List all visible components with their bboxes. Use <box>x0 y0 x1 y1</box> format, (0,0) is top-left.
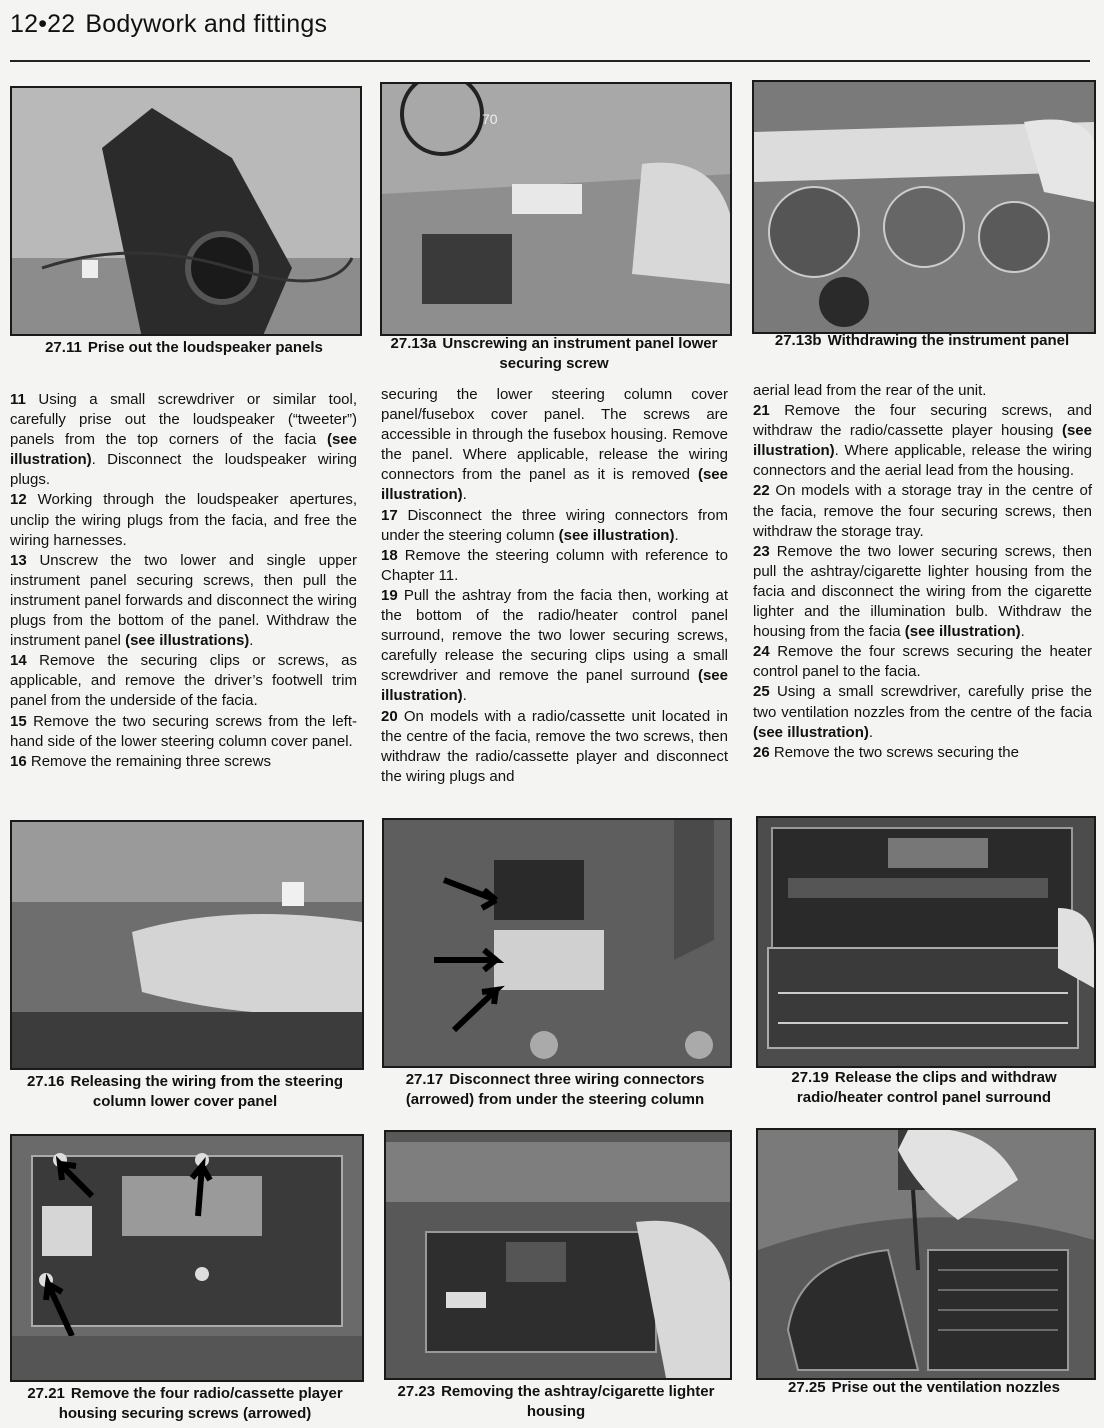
paragraph: 12 Working through the loudspeaker apertures, unclip the wiring plugs from the facia, and free the wiring harnesses. <box>10 491 357 549</box>
figure-caption: Removing the ashtray/cigarette lighter housing <box>441 1383 715 1420</box>
paragraph: 11 Using a small screwdriver or similar tool, carefully prise out the loudspeaker (“tweeter”) panels from the top corners of the facia (see illustration). Disconnect the loudspeaker wiring plugs. <box>10 391 357 489</box>
figure-caption: Remove the four radio/cassette player housing securing screws (arrowed) <box>58 1385 343 1422</box>
paragraph: 20 On models with a radio/cassette unit located in the centre of the facia, remove the two screws, then withdraw the radio/cassette player and disconnect the wiring plugs and <box>381 707 728 785</box>
chapter-title: Bodywork and fittings <box>85 10 328 38</box>
text-column-3 <box>753 381 1092 763</box>
paragraph: 13 Unscrew the two lower and single upper instrument panel securing screws, then pull the instrument panel forwards and disconnect the wiring plugs from the bottom of the panel. Withdraw the instrument panel (see illustrations). <box>10 551 357 650</box>
caption-27-11 <box>10 338 358 358</box>
paragraph: 24 Remove the four screws securing the heater control panel to the facia. <box>753 643 1092 681</box>
figure-number: 27.23 <box>397 1383 436 1400</box>
page-header <box>10 10 327 39</box>
paragraph: 23 Remove the two lower securing screws, then pull the ashtray/cigarette lighter housing from the facia and disconnect the wiring from the cigarette lighter and the illumination bulb. Withdraw the housing from the facia (see illustration). <box>753 542 1092 641</box>
photo-27-23 <box>384 1130 732 1380</box>
caption-27-13b <box>752 331 1092 351</box>
figure-caption: Releasing the wiring from the steering column lower cover panel <box>70 1073 344 1110</box>
figure-number: 27.16 <box>26 1073 65 1090</box>
figure-caption: Prise out the ventilation nozzles <box>831 1379 1060 1396</box>
paragraph: 17 Disconnect the three wiring connectors from under the steering column (see illustration). <box>381 506 729 544</box>
caption-27-23 <box>384 1382 728 1422</box>
paragraph: 26 Remove the two screws securing the <box>753 743 1019 761</box>
paragraph: 25 Using a small screwdriver, carefully prise the two ventilation nozzles from the centre of the facia (see illustration). <box>753 683 1092 741</box>
photo-27-13a <box>380 82 732 336</box>
figure-number: 27.13b <box>774 332 822 349</box>
figure-caption: Release the clips and withdraw radio/heater control panel surround <box>796 1069 1057 1106</box>
page-number: 12•22 <box>10 10 76 38</box>
paragraph: 14 Remove the securing clips or screws, as applicable, and remove the driver’s footwell trim panel from the underside of the facia. <box>10 652 358 710</box>
text-column-1 <box>10 390 357 772</box>
figure-number: 27.11 <box>45 339 82 356</box>
photo-27-11 <box>10 86 362 336</box>
paragraph: 16 Remove the remaining three screws <box>10 752 271 770</box>
paragraph: 19 Pull the ashtray from the facia then, working at the bottom of the radio/heater control panel surround, remove the two lower securing screws, carefully release the securing clips using a small screwdriver and remove the panel surround (see illustration). <box>381 586 728 705</box>
photo-27-21 <box>10 1134 364 1382</box>
figure-number: 27.13a <box>390 335 437 352</box>
text-column-2 <box>381 385 728 787</box>
figure-number: 27.17 <box>405 1071 444 1088</box>
figure-number: 27.21 <box>27 1385 65 1402</box>
caption-27-21 <box>10 1384 360 1424</box>
caption-27-13a <box>380 334 728 374</box>
figure-caption: Disconnect three wiring connectors (arrowed) from under the steering column <box>405 1071 705 1108</box>
photo-27-19 <box>756 816 1096 1068</box>
figure-caption: Withdrawing the instrument panel <box>827 332 1070 349</box>
paragraph: 21 Remove the four securing screws, and withdraw the radio/cassette player housing (see illustration). Where applicable, release the wiring connectors and the aerial lead from the housing. <box>753 402 1093 480</box>
paragraph: 22 On models with a storage tray in the centre of the facia, remove the four securing screws, then withdraw the storage tray. <box>753 482 1092 540</box>
caption-27-25 <box>756 1378 1092 1398</box>
caption-27-16 <box>10 1072 360 1112</box>
paragraph: securing the lower steering column cover panel/fusebox cover panel. The screws are accessible in through the fusebox housing. Remove the panel. Where applicable, release the wiring connectors from the panel as it is removed (see illustration). <box>381 386 728 504</box>
photo-27-13b <box>752 80 1096 334</box>
photo-27-25 <box>756 1128 1096 1380</box>
figure-caption: Prise out the loudspeaker panels <box>87 339 323 356</box>
paragraph: 15 Remove the two securing screws from the left-hand side of the lower steering column cover panel. <box>10 712 357 750</box>
caption-27-19 <box>756 1068 1092 1108</box>
paragraph: aerial lead from the rear of the unit. <box>753 382 987 399</box>
speedo-mark: 70 <box>482 111 498 127</box>
header-rule <box>10 60 1090 62</box>
paragraph: 18 Remove the steering column with reference to Chapter 11. <box>381 546 729 584</box>
photo-27-16 <box>10 820 364 1070</box>
figure-number: 27.25 <box>788 1379 826 1396</box>
photo-27-17 <box>382 818 732 1068</box>
figure-number: 27.19 <box>791 1069 829 1086</box>
caption-27-17 <box>382 1070 728 1110</box>
figure-caption: Unscrewing an instrument panel lower securing screw <box>442 335 718 372</box>
